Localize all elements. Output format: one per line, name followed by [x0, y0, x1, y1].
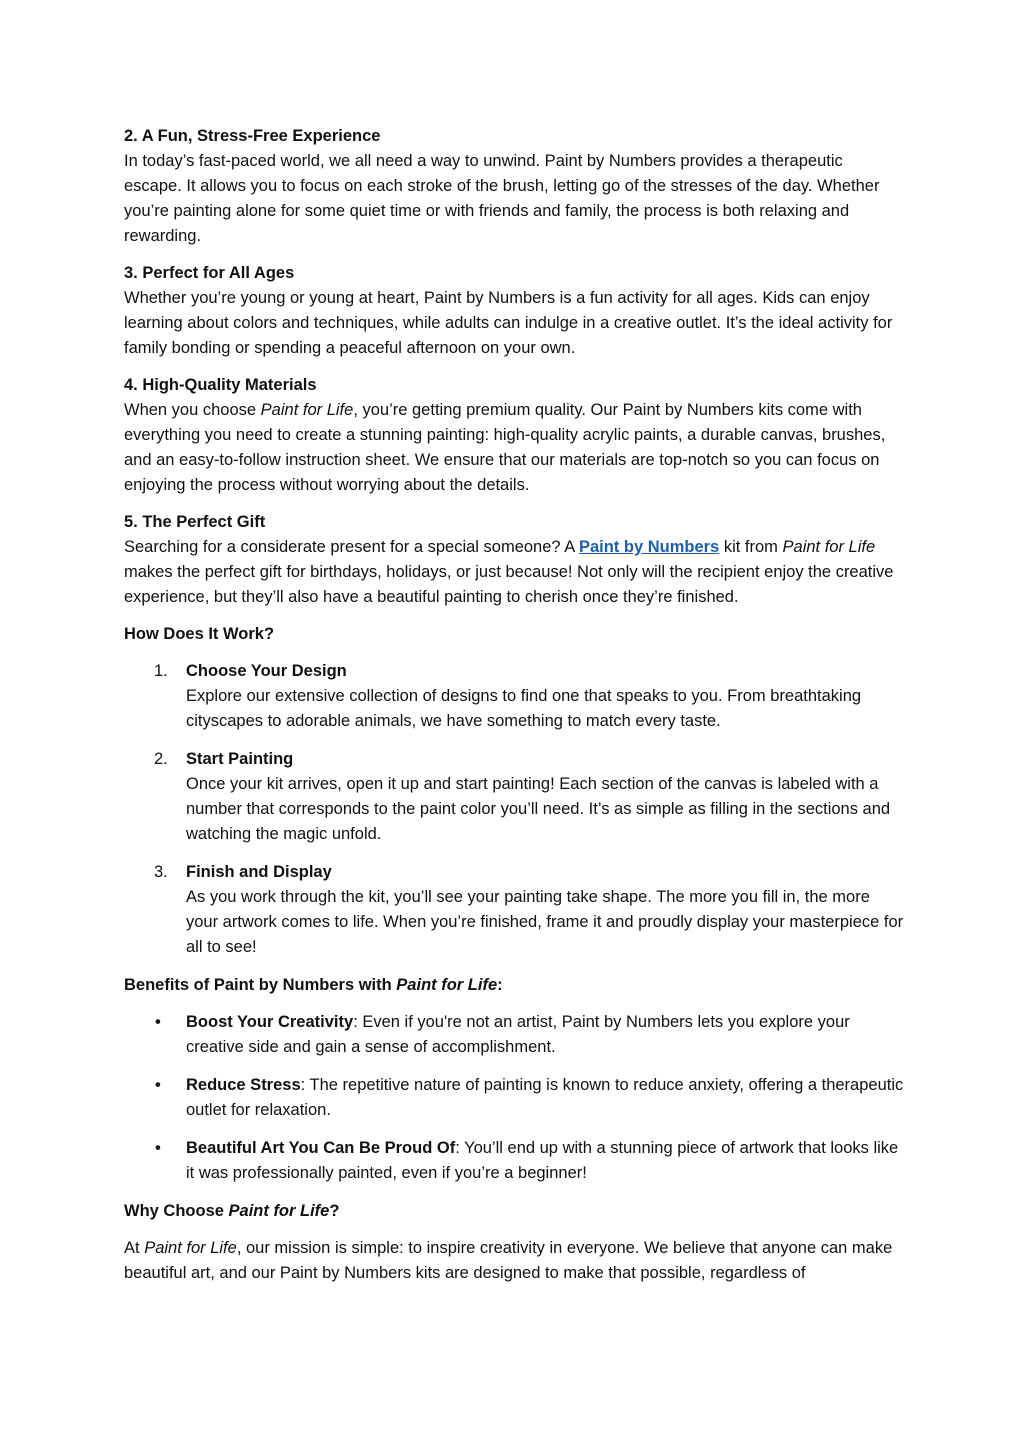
section-gift	[124, 510, 904, 610]
steps-list	[124, 659, 904, 960]
section-why-choose	[124, 1199, 904, 1224]
section-heading: How Does It Work?	[124, 625, 275, 643]
step-body: As you work through the kit, you’ll see your painting take shape. The more you fill in, the more your artwork comes to life. When you’re finished, frame it and proudly display your masterpiece for all to see!	[186, 888, 904, 956]
benefit-body: : Even if you're not an artist, Paint by Numbers lets you explore your creative side and gain a sense of accomplishment.	[186, 1013, 850, 1056]
brand-name: Paint for Life	[228, 1202, 330, 1220]
section-heading: 2. A Fun, Stress-Free Experience	[124, 127, 381, 145]
list-item	[124, 659, 904, 734]
section-body	[124, 535, 904, 610]
benefit-body: : You’ll end up with a stunning piece of artwork that looks like it was professionally painted, even if you’re a beginner!	[186, 1139, 899, 1182]
step-title: Start Painting	[186, 750, 294, 768]
benefits-list	[124, 1010, 904, 1186]
list-item	[124, 1073, 904, 1123]
section-why-body	[124, 1236, 904, 1286]
bullet-icon: •	[155, 1139, 161, 1157]
section-how-it-works	[124, 622, 904, 647]
bullet-icon: •	[155, 1013, 161, 1031]
benefit-text	[186, 1010, 904, 1060]
list-item	[124, 1010, 904, 1060]
brand-name: Paint for Life	[260, 401, 354, 419]
benefit-text	[186, 1073, 904, 1123]
brand-name: Paint for Life	[144, 1239, 237, 1257]
section-benefits	[124, 973, 904, 998]
heading-text: Benefits of Paint by Numbers with	[124, 976, 397, 994]
body-text: When you choose	[124, 401, 261, 419]
step-number: 1.	[154, 662, 168, 680]
document-page	[124, 124, 904, 1298]
section-fun-stress-free	[124, 124, 904, 249]
body-text: , our mission is simple: to inspire creativity in everyone. We believe that anyone can make beautiful art, and our Paint by Numbers kits are designed to make that possible, regardless of	[124, 1239, 893, 1282]
step-number: 2.	[154, 750, 168, 768]
benefit-title: Reduce Stress	[186, 1076, 301, 1094]
body-text: At	[124, 1239, 145, 1257]
section-body	[124, 1236, 904, 1286]
benefit-body: : The repetitive nature of painting is known to reduce anxiety, offering a therapeutic outlet for relaxation.	[186, 1076, 904, 1119]
section-body: In today’s fast-paced world, we all need a way to unwind. Paint by Numbers provides a therapeutic escape. It allows you to focus on each stroke of the brush, letting go of the stresses of the day. Whether you’re painting alone for some quiet time or with friends and family, the process is both relaxing and rewarding.	[124, 152, 880, 245]
heading-text: Why Choose	[124, 1202, 229, 1220]
section-heading	[124, 973, 904, 998]
step-body: Explore our extensive collection of designs to find one that speaks to you. From breathtaking cityscapes to adorable animals, we have something to match every taste.	[186, 687, 862, 730]
list-item	[124, 860, 904, 960]
heading-text: :	[497, 976, 503, 994]
section-materials	[124, 373, 904, 498]
list-item	[124, 1136, 904, 1186]
bullet-icon: •	[155, 1076, 161, 1094]
step-body: Once your kit arrives, open it up and start painting! Each section of the canvas is labeled with a number that corresponds to the paint color you’ll need. It’s as simple as filling in the sections and watching the magic unfold.	[186, 775, 891, 843]
step-title: Choose Your Design	[186, 662, 347, 680]
section-all-ages	[124, 261, 904, 361]
benefit-title: Beautiful Art You Can Be Proud Of	[186, 1139, 456, 1157]
section-heading: 5. The Perfect Gift	[124, 513, 266, 531]
body-text: Searching for a considerate present for a special someone? A	[124, 538, 579, 556]
body-text: kit from	[719, 538, 783, 556]
heading-text: ?	[329, 1202, 340, 1220]
step-title: Finish and Display	[186, 863, 332, 881]
section-heading: 3. Perfect for All Ages	[124, 264, 295, 282]
body-text: , you’re getting premium quality. Our Paint by Numbers kits come with everything you need to create a stunning painting: high-quality acrylic paints, a durable canvas, brushes, and an easy-to-follow instruction sheet. We ensure that our materials are top-notch so you can focus on enjoying the process without worrying about the details.	[124, 401, 886, 494]
section-heading: 4. High-Quality Materials	[124, 376, 317, 394]
benefit-text	[186, 1136, 904, 1186]
body-text: makes the perfect gift for birthdays, holidays, or just because! Not only will the recipient enjoy the creative experience, but they’ll also have a beautiful painting to cherish once they’re finished.	[124, 563, 894, 606]
benefit-title: Boost Your Creativity	[186, 1013, 354, 1031]
step-number: 3.	[154, 863, 168, 881]
brand-name: Paint for Life	[782, 538, 876, 556]
section-body	[124, 398, 904, 498]
brand-name: Paint for Life	[396, 976, 498, 994]
section-heading	[124, 1199, 904, 1224]
section-body: Whether you’re young or young at heart, Paint by Numbers is a fun activity for all ages. Kids can enjoy learning about colors and techniques, while adults can indulge in a creative outlet. It’s the ideal activity for family bonding or spending a peaceful afternoon on your own.	[124, 289, 893, 357]
paint-by-numbers-link[interactable]: Paint by Numbers	[578, 538, 720, 556]
list-item	[124, 747, 904, 847]
